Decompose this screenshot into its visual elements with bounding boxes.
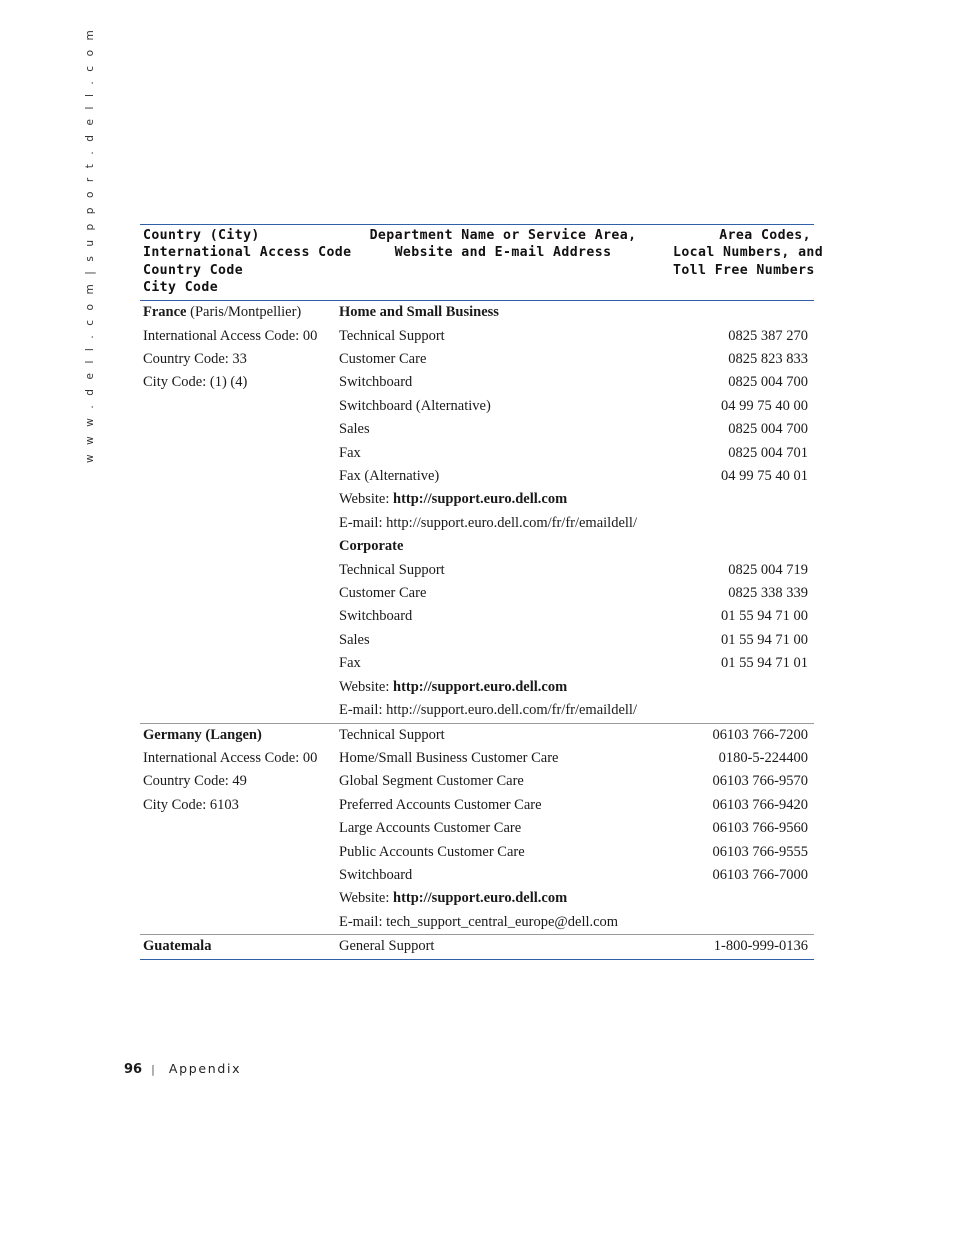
department-cell: Fax xyxy=(339,655,361,672)
number-cell: 0825 823 833 xyxy=(728,351,808,367)
access-code-cell xyxy=(140,325,336,348)
header-text: Department Name or Service Area, xyxy=(369,228,637,243)
table-row xyxy=(140,512,814,535)
table-row xyxy=(140,301,814,325)
website-label: Website: xyxy=(339,890,393,907)
page-number: 96 xyxy=(124,1062,143,1077)
department-cell: Customer Care xyxy=(339,351,427,367)
website-label: Website: xyxy=(339,678,393,695)
table-row xyxy=(140,935,814,959)
email-cell: E-mail: tech_support_central_europe@dell.com xyxy=(339,913,619,930)
table-row xyxy=(140,605,814,628)
department-cell: Global Segment Customer Care xyxy=(339,773,524,790)
number-cell: 06103 766-7000 xyxy=(712,866,808,883)
number-cell: 06103 766-9420 xyxy=(712,796,808,813)
number-cell: 0180-5-224400 xyxy=(718,749,808,766)
number-cell: 06103 766-9560 xyxy=(712,820,808,837)
header-text: Local Numbers, and xyxy=(673,245,824,261)
website-label: Website: xyxy=(339,491,393,508)
number-cell: 0825 004 700 xyxy=(728,374,808,391)
country-code-value: 33 xyxy=(232,351,247,367)
access-code-label: International Access Code: xyxy=(143,327,303,344)
country-code-label: Country Code: xyxy=(143,773,233,790)
country-code-value: 49 xyxy=(232,773,247,790)
website-link[interactable]: http://support.euro.dell.com xyxy=(393,491,568,508)
table-row xyxy=(140,747,814,770)
number-cell: 01 55 94 71 01 xyxy=(721,655,808,672)
page-footer xyxy=(124,1061,241,1077)
table-row xyxy=(140,723,814,747)
header-text: Toll Free Numbers xyxy=(673,262,815,278)
city-code-label: City Code: xyxy=(143,374,210,391)
table-row xyxy=(140,887,814,910)
email-cell: E-mail: http://support.euro.dell.com/fr/fr/emaildell/ xyxy=(339,514,637,531)
table-row xyxy=(140,371,814,394)
table-row xyxy=(140,535,814,558)
table-row xyxy=(140,699,814,723)
table-row xyxy=(140,325,814,348)
section-heading: Home and Small Business xyxy=(339,304,499,321)
table-row xyxy=(140,911,814,935)
city-code-cell xyxy=(140,794,336,817)
department-cell: Large Accounts Customer Care xyxy=(339,820,522,837)
country-name: France xyxy=(143,304,187,321)
number-cell: 1-800-999-0136 xyxy=(713,938,808,955)
city-name: (Paris/Montpellier) xyxy=(186,304,302,321)
department-cell: Switchboard xyxy=(339,374,413,391)
department-cell: Sales xyxy=(339,631,370,648)
country-name: Germany (Langen) xyxy=(143,726,262,743)
section-heading: Corporate xyxy=(339,538,404,555)
header-text: City Code xyxy=(143,279,219,295)
department-cell: Customer Care xyxy=(339,585,427,602)
table-row xyxy=(140,676,814,699)
department-cell: Switchboard xyxy=(339,866,413,883)
header-text: Country Code xyxy=(143,262,244,278)
city-code-label: City Code: xyxy=(143,796,210,813)
number-cell: 06103 766-9570 xyxy=(712,773,808,790)
table-row xyxy=(140,770,814,793)
table-row xyxy=(140,348,814,371)
table-row xyxy=(140,395,814,418)
number-cell: 0825 338 339 xyxy=(728,585,808,602)
website-cell xyxy=(336,676,670,699)
table-row xyxy=(140,652,814,675)
number-cell: 06103 766-7200 xyxy=(712,726,808,743)
number-cell: 0825 004 701 xyxy=(728,444,808,461)
access-code-label: International Access Code: xyxy=(143,749,303,766)
contact-table xyxy=(140,224,824,960)
table-row xyxy=(140,442,814,465)
header-numbers-column xyxy=(670,225,824,301)
table-row xyxy=(140,629,814,652)
country-name: Guatemala xyxy=(143,938,212,955)
table-row xyxy=(140,465,814,488)
department-cell: Switchboard (Alternative) xyxy=(339,397,491,414)
department-cell: General Support xyxy=(339,938,435,955)
header-country-column xyxy=(140,225,352,301)
footer-separator: | xyxy=(151,1063,155,1076)
header-text: Area Codes, xyxy=(719,228,811,243)
header-department-column xyxy=(336,225,670,301)
number-cell: 04 99 75 40 00 xyxy=(721,397,808,414)
table-row xyxy=(140,582,814,605)
department-cell: Fax xyxy=(339,444,361,461)
department-cell: Fax (Alternative) xyxy=(339,468,440,485)
section-name: Appendix xyxy=(168,1061,242,1076)
number-cell: 0825 004 700 xyxy=(728,421,808,438)
website-cell xyxy=(336,488,670,511)
header-text: Website and E-mail Address xyxy=(394,245,612,261)
department-cell: Technical Support xyxy=(339,726,445,743)
city-code-cell xyxy=(140,371,336,394)
department-cell: Preferred Accounts Customer Care xyxy=(339,796,542,813)
number-cell: 01 55 94 71 00 xyxy=(721,631,808,648)
department-cell: Public Accounts Customer Care xyxy=(339,843,525,860)
number-cell xyxy=(670,301,814,325)
email-cell: E-mail: http://support.euro.dell.com/fr/fr/emaildell/ xyxy=(339,702,637,719)
department-cell: Home/Small Business Customer Care xyxy=(339,749,559,766)
number-cell: 01 55 94 71 00 xyxy=(721,608,808,625)
number-cell: 0825 387 270 xyxy=(728,327,808,344)
table-header-row xyxy=(140,225,814,301)
department-cell: Technical Support xyxy=(339,561,445,578)
access-code-value: 00 xyxy=(302,327,318,344)
table-row xyxy=(140,488,814,511)
website-cell xyxy=(336,887,670,910)
department-cell: Sales xyxy=(339,421,370,438)
website-link[interactable]: http://support.euro.dell.com xyxy=(393,890,568,907)
header-text: International Access Code xyxy=(143,245,352,261)
number-cell: 06103 766-9555 xyxy=(712,843,808,860)
access-code-cell xyxy=(140,747,336,770)
table-row xyxy=(140,559,814,582)
website-link[interactable]: http://support.euro.dell.com xyxy=(393,678,568,695)
country-cell xyxy=(140,301,336,325)
city-code-value: (1) (4) xyxy=(209,374,248,391)
country-code-cell xyxy=(140,770,336,793)
table-row xyxy=(140,817,814,840)
number-cell: 04 99 75 40 01 xyxy=(721,468,808,485)
department-cell: Switchboard xyxy=(339,608,413,625)
country-code-label: Country Code: xyxy=(143,351,233,367)
department-cell: Technical Support xyxy=(339,327,445,344)
access-code-value: 00 xyxy=(302,749,318,766)
header-text: Country (City) xyxy=(143,228,260,243)
table-row xyxy=(140,864,814,887)
number-cell: 0825 004 719 xyxy=(728,561,808,578)
table-row xyxy=(140,841,814,864)
table-row xyxy=(140,794,814,817)
table-row xyxy=(140,418,814,441)
country-code-cell xyxy=(140,348,336,371)
city-code-value: 6103 xyxy=(209,796,239,813)
side-url-header: w w w . d e l l . c o m | s u p p o r t . d e l l . c o m xyxy=(84,27,96,463)
